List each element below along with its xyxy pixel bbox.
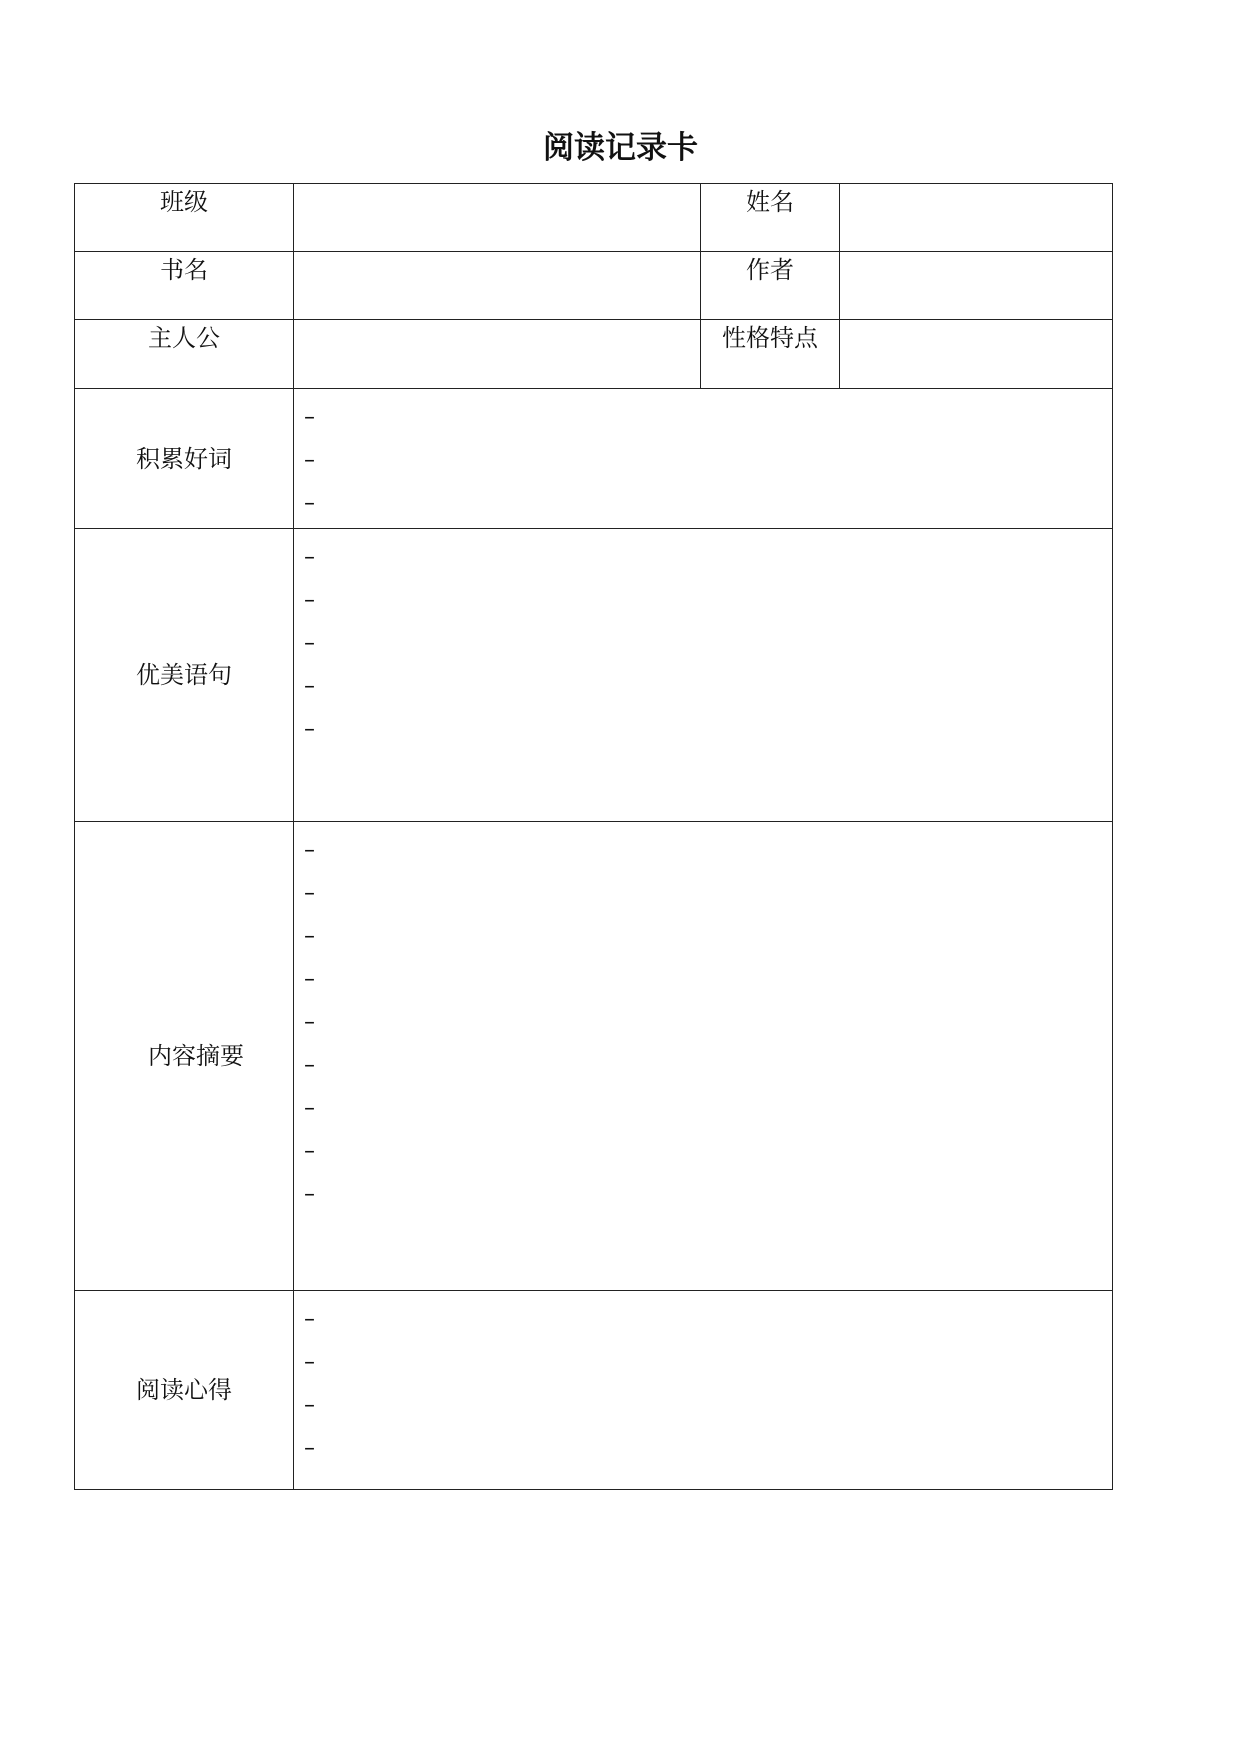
words-label: 积累好词 (75, 389, 294, 529)
name-field[interactable] (840, 184, 1113, 252)
bullet-line: – (304, 1053, 315, 1078)
bullet-line: – (304, 1096, 315, 1121)
author-field[interactable] (840, 252, 1113, 320)
summary-field[interactable] (294, 822, 1113, 1291)
sentences-field[interactable] (294, 529, 1113, 822)
page-title: 阅读记录卡 (543, 130, 698, 166)
reflection-label: 阅读心得 (75, 1291, 294, 1490)
traits-label: 性格特点 (701, 320, 840, 389)
traits-field[interactable] (840, 320, 1113, 389)
bullet-line: – (304, 545, 315, 570)
protagonist-label: 主人公 (75, 320, 294, 389)
bullet-line: – (304, 838, 315, 863)
summary-label: 内容摘要 (75, 822, 294, 1291)
bullet-line: – (304, 881, 315, 906)
bullet-line: – (304, 967, 315, 992)
name-label: 姓名 (701, 184, 840, 252)
bullet-line: – (304, 491, 315, 516)
bullet-line: – (304, 1010, 315, 1035)
reading-record-table (74, 183, 1113, 1490)
bullet-line: – (304, 924, 315, 949)
bullet-line: – (304, 1307, 315, 1332)
book-field[interactable] (294, 252, 701, 320)
author-label: 作者 (701, 252, 840, 320)
bullet-line: – (304, 674, 315, 699)
words-field[interactable] (294, 389, 1113, 529)
bullet-line: – (304, 1139, 315, 1164)
bullet-line: – (304, 1182, 315, 1207)
protagonist-field[interactable] (294, 320, 701, 389)
book-label: 书名 (75, 252, 294, 320)
bullet-line: – (304, 631, 315, 656)
bullet-line: – (304, 588, 315, 613)
bullet-line: – (304, 448, 315, 473)
bullet-line: – (304, 1393, 315, 1418)
bullet-line: – (304, 1350, 315, 1375)
class-label: 班级 (75, 184, 294, 252)
class-field[interactable] (294, 184, 701, 252)
reflection-field[interactable] (294, 1291, 1113, 1490)
bullet-line: – (304, 1436, 315, 1461)
bullet-line: – (304, 405, 315, 430)
bullet-line: – (304, 717, 315, 742)
sentences-label: 优美语句 (75, 529, 294, 822)
